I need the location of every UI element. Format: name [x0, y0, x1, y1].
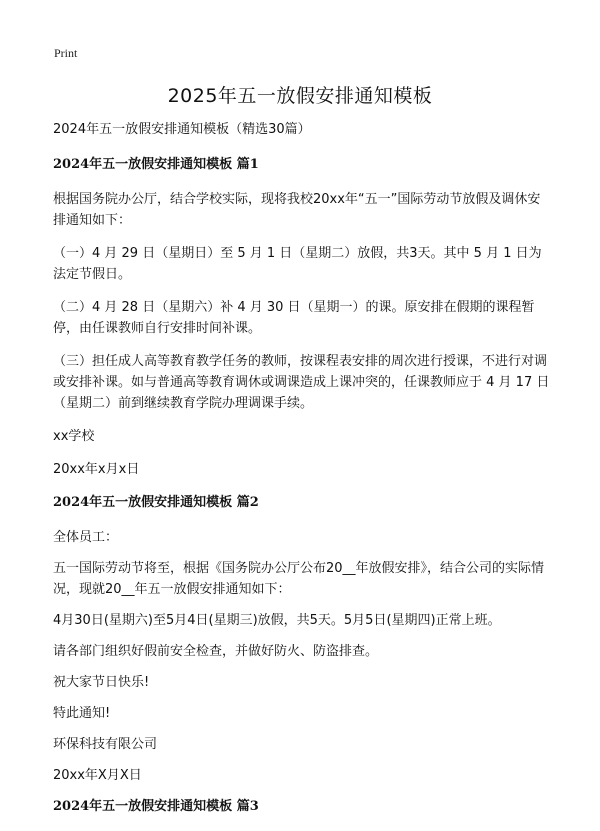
section-2-greeting: 全体员工：: [53, 530, 119, 545]
section-heading-1: 2024年五一放假安排通知模板 篇1: [53, 157, 259, 172]
section-2-paragraph: 4月30日(星期六)至5月4日(星期三)放假，共5天。5月5日(星期四)正常上班。: [53, 613, 501, 628]
section-heading-3: 2024年五一放假安排通知模板 篇3: [53, 799, 259, 814]
print-label: Print: [54, 46, 78, 60]
section-2-paragraph: 特此通知!: [53, 706, 111, 721]
section-1-date: 20xx年x月x日: [53, 462, 140, 477]
section-2-paragraph: 请各部门组织好假前安全检查，并做好防火、防盗排查。: [53, 644, 379, 659]
section-1-paragraph: 根据国务院办公厅，结合学校实际，现将我校20xx年“五一”国际劳动节放假及调休安排通知如下：: [53, 192, 541, 228]
document-body: [53, 119, 553, 831]
section-1-paragraph: （二）4 月 28 日（星期六）补 4 月 30 日（星期一）的课。原安排在假期的课程暂停，由任课教师自行安排时间补课。: [53, 300, 535, 336]
section-2-date: 20xx年X月X日: [53, 768, 142, 783]
section-2-paragraph: 祝大家节日快乐!: [53, 675, 150, 690]
section-1-signature: xx学校: [53, 429, 95, 444]
section-1-paragraph: （一）4 月 29 日（星期日）至 5 月 1 日（星期二）放假，共3天。其中 5 月 1 日为法定节假日。: [53, 246, 542, 282]
document-subtitle: 2024年五一放假安排通知模板（精选30篇）: [53, 122, 311, 137]
section-2-paragraph: 五一国际劳动节将至，根据《国务院办公厅公布20__年放假安排》，结合公司的实际情况，现就20__年五一放假安排通知如下：: [53, 561, 545, 597]
section-1-paragraph: （三）担任成人高等教育教学任务的教师，按课程表安排的周次进行授课，不进行对调或安排补课。如与普通高等教育调休或调课造成上课冲突的，任课教师应于 4 月 17 日（星期二）前到继续教育学院办理调课手续。: [53, 354, 550, 411]
section-heading-2: 2024年五一放假安排通知模板 篇2: [53, 495, 259, 510]
section-2-signature: 环保科技有限公司: [53, 737, 158, 752]
document-title: 2025年五一放假安排通知模板: [167, 85, 433, 107]
